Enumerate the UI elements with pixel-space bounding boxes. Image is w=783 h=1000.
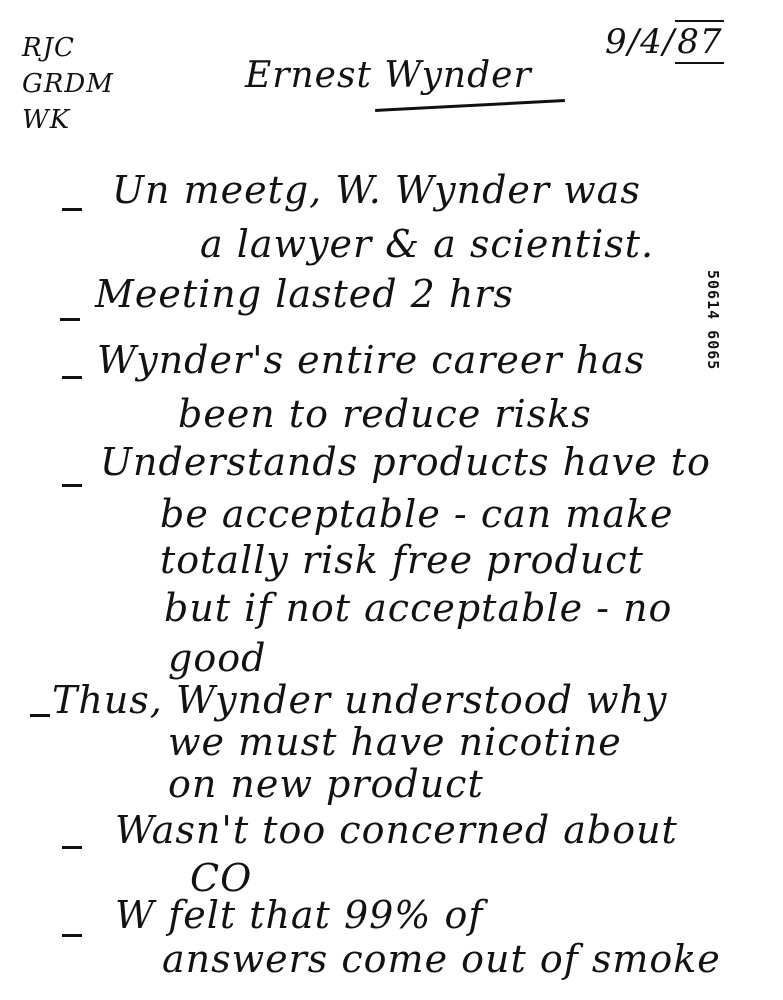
- note-line: be acceptable - can make: [160, 492, 674, 536]
- memo-date: [605, 22, 724, 62]
- note-line: on new product: [168, 762, 484, 806]
- note-line: totally risk free product: [160, 538, 644, 582]
- title-underline: [375, 99, 565, 112]
- note-line: Understands products have to: [100, 440, 711, 484]
- date-year: 87: [677, 22, 723, 62]
- note-line: answers come out of smoke: [162, 937, 721, 981]
- initials-line: WK: [22, 105, 71, 135]
- bullet-dash: [60, 318, 80, 321]
- initials-line: RJC: [22, 33, 75, 63]
- note-line: been to reduce risks: [178, 392, 592, 436]
- note-line: Un meetg, W. Wynder was: [112, 168, 641, 212]
- memo-title: Ernest Wynder: [245, 55, 532, 96]
- note-line: good: [168, 636, 267, 680]
- date-prefix: 9/4/: [605, 22, 676, 62]
- bullet-dash: [62, 376, 82, 379]
- note-line: a lawyer & a scientist.: [200, 222, 655, 266]
- initials-line: GRDM: [22, 69, 114, 99]
- bullet-dash: [62, 846, 82, 849]
- bullet-dash: [62, 934, 82, 937]
- bates-number: 50614 6065: [704, 270, 722, 371]
- note-line: Wasn't too concerned about: [115, 808, 678, 852]
- note-line: Wynder's entire career has: [97, 338, 646, 382]
- note-line: we must have nicotine: [168, 720, 622, 764]
- initials-block: [22, 30, 114, 138]
- note-line: W felt that 99% of: [115, 893, 484, 937]
- note-line: CO: [190, 856, 253, 900]
- note-line: Thus, Wynder understood why: [52, 678, 668, 722]
- bullet-dash: [62, 208, 82, 211]
- note-line: but if not acceptable - no: [164, 586, 673, 630]
- note-line: Meeting lasted 2 hrs: [95, 272, 515, 316]
- bullet-dash: [62, 484, 82, 487]
- bullet-dash: [30, 714, 50, 717]
